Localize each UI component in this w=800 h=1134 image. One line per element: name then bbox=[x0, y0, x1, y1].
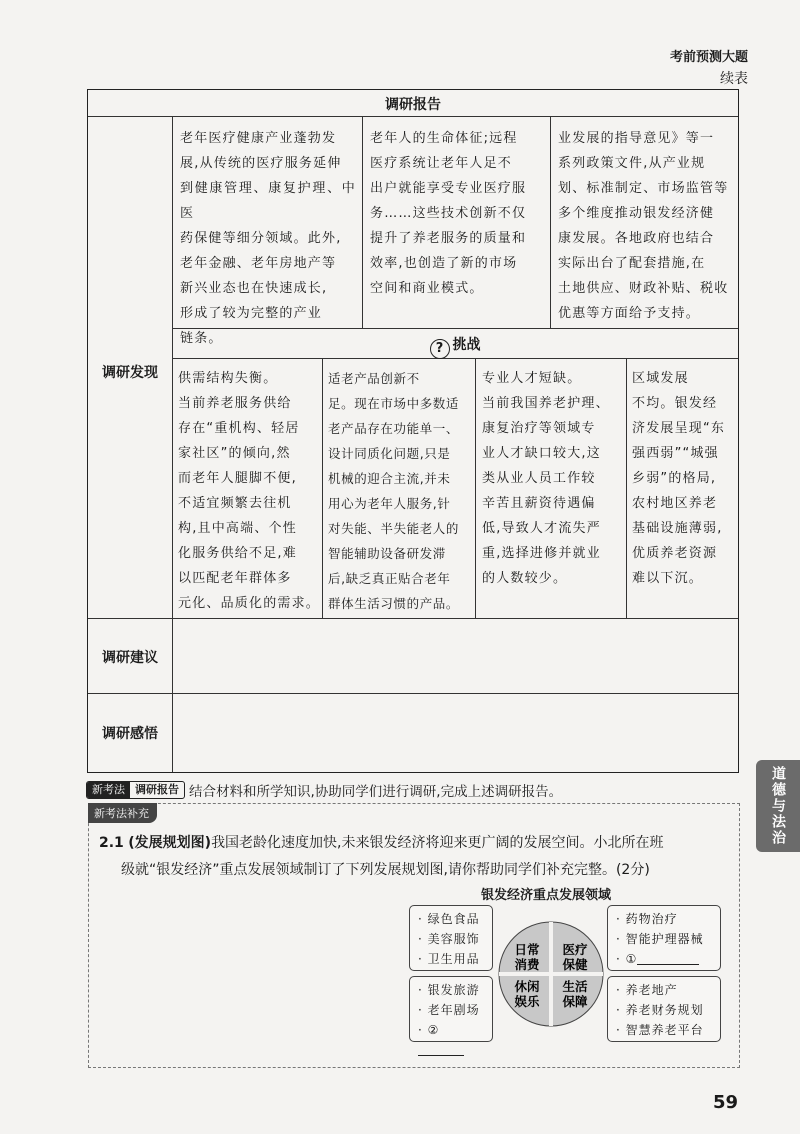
supplement-tag: 新考法补充 bbox=[88, 803, 157, 823]
continued-label: 续表 bbox=[720, 71, 748, 87]
finding-policy: 业发展的指导意见》等一 系列政策文件,从产业规 划、标准制定、市场监管等 多个维度推动银发经济健 康发展。各地政府也结合 实际出台了配套措施,在 土地供应、财政补贴、税收 优惠等方面给予支持。 bbox=[558, 131, 729, 321]
q-daily-l2: 消费 bbox=[514, 957, 540, 972]
blank-2[interactable] bbox=[418, 1041, 464, 1056]
page-number: 59 bbox=[712, 1092, 738, 1113]
challenge-talent: 专业人才短缺。 当前我国养老护理、 康复治疗等领域专 业人才缺口较大,这 类从业人员工作较 辛苦且薪资待遇偏 低,导致人才流失严 重,选择进修并就业 的人数较少。 bbox=[482, 371, 610, 586]
question-icon: ? bbox=[430, 339, 450, 359]
q-leisure-l1: 休闲 bbox=[514, 979, 540, 994]
report-table bbox=[87, 89, 739, 773]
supplement-box bbox=[88, 803, 740, 1068]
task-text: 结合材料和所学知识,协助同学们进行调研,完成上述调研报告。 bbox=[189, 784, 563, 800]
diagram-title: 银发经济重点发展领域 bbox=[481, 888, 612, 903]
q-daily-l1: 日常 bbox=[514, 942, 540, 957]
box-life-security: · 养老地产 · 养老财务规划 · 智慧养老平台 bbox=[607, 976, 721, 1042]
section-title: 考前预测大题 bbox=[669, 50, 748, 65]
q-medical-l2: 保健 bbox=[562, 957, 588, 972]
challenge-products: 适老产品创新不 足。现在市场中多数适 老产品存在功能单一、 设计同质化问题,只是 机械的迎合主流,并未 用心为老年人服务,针 对失能、半失能老人的 智能辅助设备研发滞 后,缺乏真正贴合老年 群体生活习惯的产品。 bbox=[328, 371, 460, 611]
label-feelings: 调研感悟 bbox=[102, 726, 158, 742]
label-suggestions: 调研建议 bbox=[102, 650, 158, 666]
subject-side-tab: 道德与法治 bbox=[756, 760, 800, 852]
finding-technology: 老年人的生命体征;远程 医疗系统让老年人足不 出户就能享受专业医疗服 务……这些技术创新不仅 提升了养老服务的质量和 效率,也创造了新的市场 空间和商业模式。 bbox=[370, 131, 527, 296]
q-security-l1: 生活 bbox=[562, 979, 588, 994]
challenge-header: ? 挑战 bbox=[172, 334, 738, 359]
finding-industry: 老年医疗健康产业蓬勃发 展,从传统的医疗服务延伸 到健康管理、康复护理、中医 药保健等细分领域。此外, 老年金融、老年房地产等 新兴业态也在快速成长, 形成了较为完整的产业 链条。 bbox=[180, 131, 356, 346]
q-leisure-l2: 娱乐 bbox=[514, 994, 540, 1009]
q-medical-l1: 医疗 bbox=[562, 942, 588, 957]
task-instruction bbox=[86, 780, 562, 800]
question: 2.1 (发展规划图)我国老龄化速度加快,未来银发经济将迎来更广阔的发展空间。小北所在班 级就“银发经济”重点发展领域制订了下列发展规划图,请你帮助同学们补充完整。(2分) bbox=[99, 835, 664, 878]
label-findings: 调研发现 bbox=[102, 365, 158, 381]
blank-1[interactable] bbox=[637, 950, 699, 965]
box-medical: · 药物治疗 · 智能护理器械 · ① bbox=[607, 905, 721, 971]
challenge-region: 区域发展 不均。银发经 济发展呈现“东 强西弱”“城强 乡弱”的格局, 农村地区养老 基础设施薄弱, 优质养老资源 难以下沉。 bbox=[632, 371, 726, 586]
q-security-l2: 保障 bbox=[562, 994, 588, 1009]
feelings-answer-area[interactable] bbox=[173, 694, 738, 772]
box-daily-consumption: · 绿色食品 · 美容服饰 · 卫生用品 bbox=[409, 905, 493, 971]
challenge-supply: 供需结构失衡。 当前养老服务供给 存在“重机构、轻居 家社区”的倾向,然 而老年人腿脚不便, 不适宜频繁去往机 构,且中高端、个性 化服务供给不足,难 以匹配老年群体多 元化、品质化的需求。 bbox=[178, 371, 321, 611]
box-leisure: · 银发旅游 · 老年剧场 · ② bbox=[409, 976, 493, 1042]
new-method-badge: 新考法 调研报告 bbox=[86, 781, 185, 799]
domain-circle bbox=[497, 899, 605, 1049]
suggestions-answer-area[interactable] bbox=[173, 619, 738, 693]
report-title: 调研报告 bbox=[385, 97, 441, 113]
